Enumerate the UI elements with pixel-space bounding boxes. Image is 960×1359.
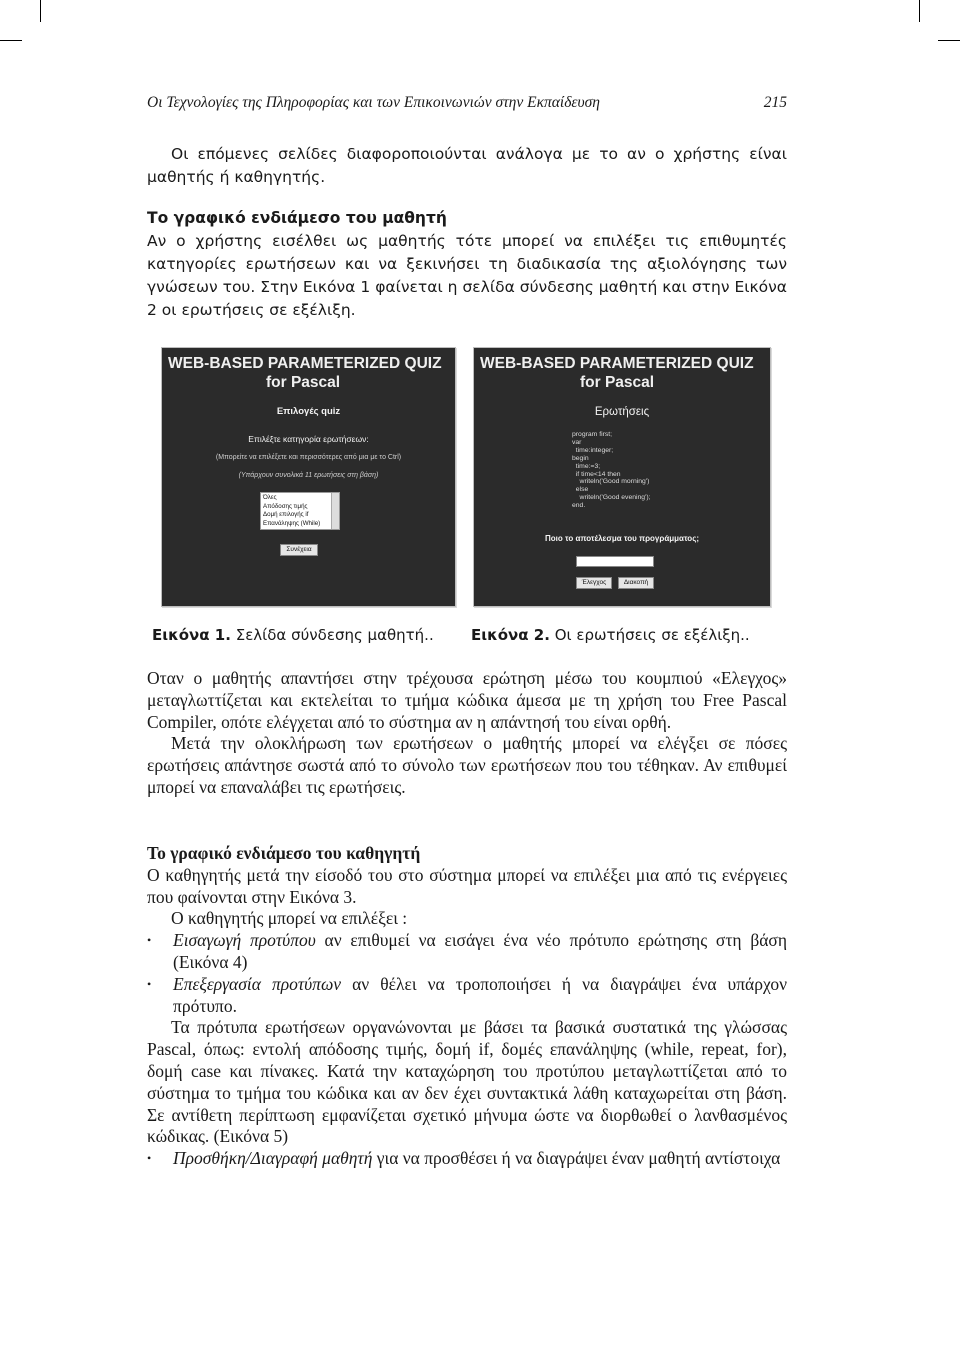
figure1-count-note: (Υπάρχουν συνολικά 11 ερωτήσεις στη βάση) [238,472,379,479]
crop-mark [938,40,960,41]
continue-button[interactable]: Συνέχεια [280,544,318,556]
category-listbox[interactable] [260,492,340,530]
figure2-caption [471,626,750,644]
body-text [147,668,787,799]
student-section-text: Αν ο χρήστης εισέλθει ως μαθητής τότε μπορεί να επιλέξει τις επιθυμητές κατηγορίες ερωτήσεων και να ξεκινήσει τη διαδικασία της αξιολόγησης των γνώσεων του. Στην Εικόνα 1 φαίνεται η σελίδα σύνδεσης μαθητή και στην Εικόνα 2 οι ερωτήσεις σε εξέλιξη. [147,232,787,319]
crop-mark [0,40,22,41]
figure2-caption-text: Οι ερωτήσεις σε εξέλιξη.. [554,626,750,644]
teacher-paragraph-2: Ο καθηγητής μπορεί να επιλέξει : [171,908,408,929]
crop-mark [919,0,920,22]
intro-paragraph: Οι επόμενες σελίδες διαφοροποιούνται ανάλογα με το αν ο χρήστης είναι μαθητής ή καθηγητής. [147,145,787,186]
figure2-caption-label: Εικόνα 2. [471,626,550,644]
stop-button[interactable]: Διακοπή [618,577,654,589]
teacher-paragraph-3: Τα πρότυπα ερωτήσεων οργανώνονται με βάσει τα βασικά συστατικά της γλώσσας Pascal, όπως: εντολή απόδοσης τιμής, δομή if, δομές επανάληψης (while, repeat, for), δομή case και πίνακες. Κατά την καταχώρηση του προτύπου μεταγλωττίζεται από το σύστημα το τμήμα του κώδικα και αν δεν έχει συντακτικά λάθη καταχωρείται στη βάση. Σε αντίθετη περίπτωση εμφανίζεται σχετικό μήνυμα ώστε να διορθωθεί ο λανθασμένος κώδικας. (Εικόνα 5) [147,1017,787,1147]
body-paragraph-2: Μετά την ολοκλήρωση των ερωτήσεων ο μαθητής μπορεί να ελέγξει σε πόσες ερωτήσεις απάντησε σωστά από το σύνολο των ερωτήσεων που του τέθηκαν. Αν επιθυμεί μπορεί να επαναλάβει τις ερωτήσεις. [147,733,787,797]
figure1-screenshot [161,347,456,607]
page-number: 215 [763,94,787,111]
answer-input[interactable] [576,556,654,567]
list-item: • Εισαγωγή προτύπου αν επιθυμεί να εισάγει ένα νέο πρότυπο ερώτησης στη βάση (Εικόνα 4) [147,930,787,974]
running-head [147,94,787,112]
category-option[interactable]: Δομή επιλογής if [263,511,309,518]
category-option[interactable]: Απόδοσης τιμής [263,502,308,510]
list-item: • Προσθήκη/Διαγραφή μαθητή για να προσθέσει ή να διαγράψει έναν μαθητή αντίστοιχα [147,1148,787,1170]
teacher-paragraph-1: Ο καθηγητής μετά την είσοδό του στο σύστημα μπορεί να επιλέξει μια από τις ενέργειες που φαίνονται στην Εικόνα 3. [147,864,787,907]
running-head-title: Οι Τεχνολογίες της Πληροφορίας και των Επικοινωνιών στην Εκπαίδευση [147,94,600,111]
listbox-scrollbar[interactable] [331,493,339,529]
figure1-caption [152,626,434,644]
teacher-section [147,843,787,1170]
teacher-section-heading: Το γραφικό ενδιάμεσο του καθηγητή [147,843,421,863]
figure1-caption-text: Σελίδα σύνδεσης μαθητή.. [235,626,434,644]
teacher-options-list [147,930,787,1017]
teacher-options-list-2 [147,1148,787,1170]
figure2-screenshot [473,347,771,607]
figure1-section-title: Επιλογές quiz [276,406,341,417]
figure2-question: Ποιο το αποτέλεσμα του προγράμματος; [544,534,700,543]
check-button[interactable]: Έλεγχος [576,577,612,589]
figure1-app-title: WEB-BASED PARAMETERIZED QUIZ for Pascal [168,355,442,391]
body-paragraph-1: Οταν ο μαθητής απαντήσει στην τρέχουσα ερώτηση μέσω του κουμπιού «Ελεγχος» μεταγλωττίζεται και εκτελείται το τμήμα κώδικα άμεσα με τη χρήση του Free Pascal Compiler, οπότε ελέγχεται από το σύστημα αν η απάντησή του είναι ορθή. [147,668,787,732]
list-item: • Επεξεργασία προτύπων αν θέλει να τροποποιήσει ή να διαγράψει ένα υπάρχον πρότυπο. [147,974,787,1018]
figure2-section-title: Ερωτήσεις [594,406,650,418]
pascal-code-block: program first; var time:integer; begin time:=3; if time<14 then writeln('Good morning') else writeln('Good evening'); end. [572,431,651,510]
crop-mark [40,0,41,22]
category-option[interactable]: Επανάληψης (While) [263,519,321,527]
figure2-app-title: WEB-BASED PARAMETERIZED QUIZ for Pascal [480,355,754,391]
figure1-hint: (Μπορείτε να επιλέξετε και περισσότερες από μια με το Ctrl) [215,454,402,461]
figure1-prompt: Επιλέξτε κατηγορία ερωτήσεων: [248,434,369,444]
student-section-heading: Το γραφικό ενδιάμεσο του μαθητή [147,209,447,227]
student-section [147,207,787,322]
category-option[interactable]: Όλες [263,494,277,501]
figure1-caption-label: Εικόνα 1. [152,626,231,644]
